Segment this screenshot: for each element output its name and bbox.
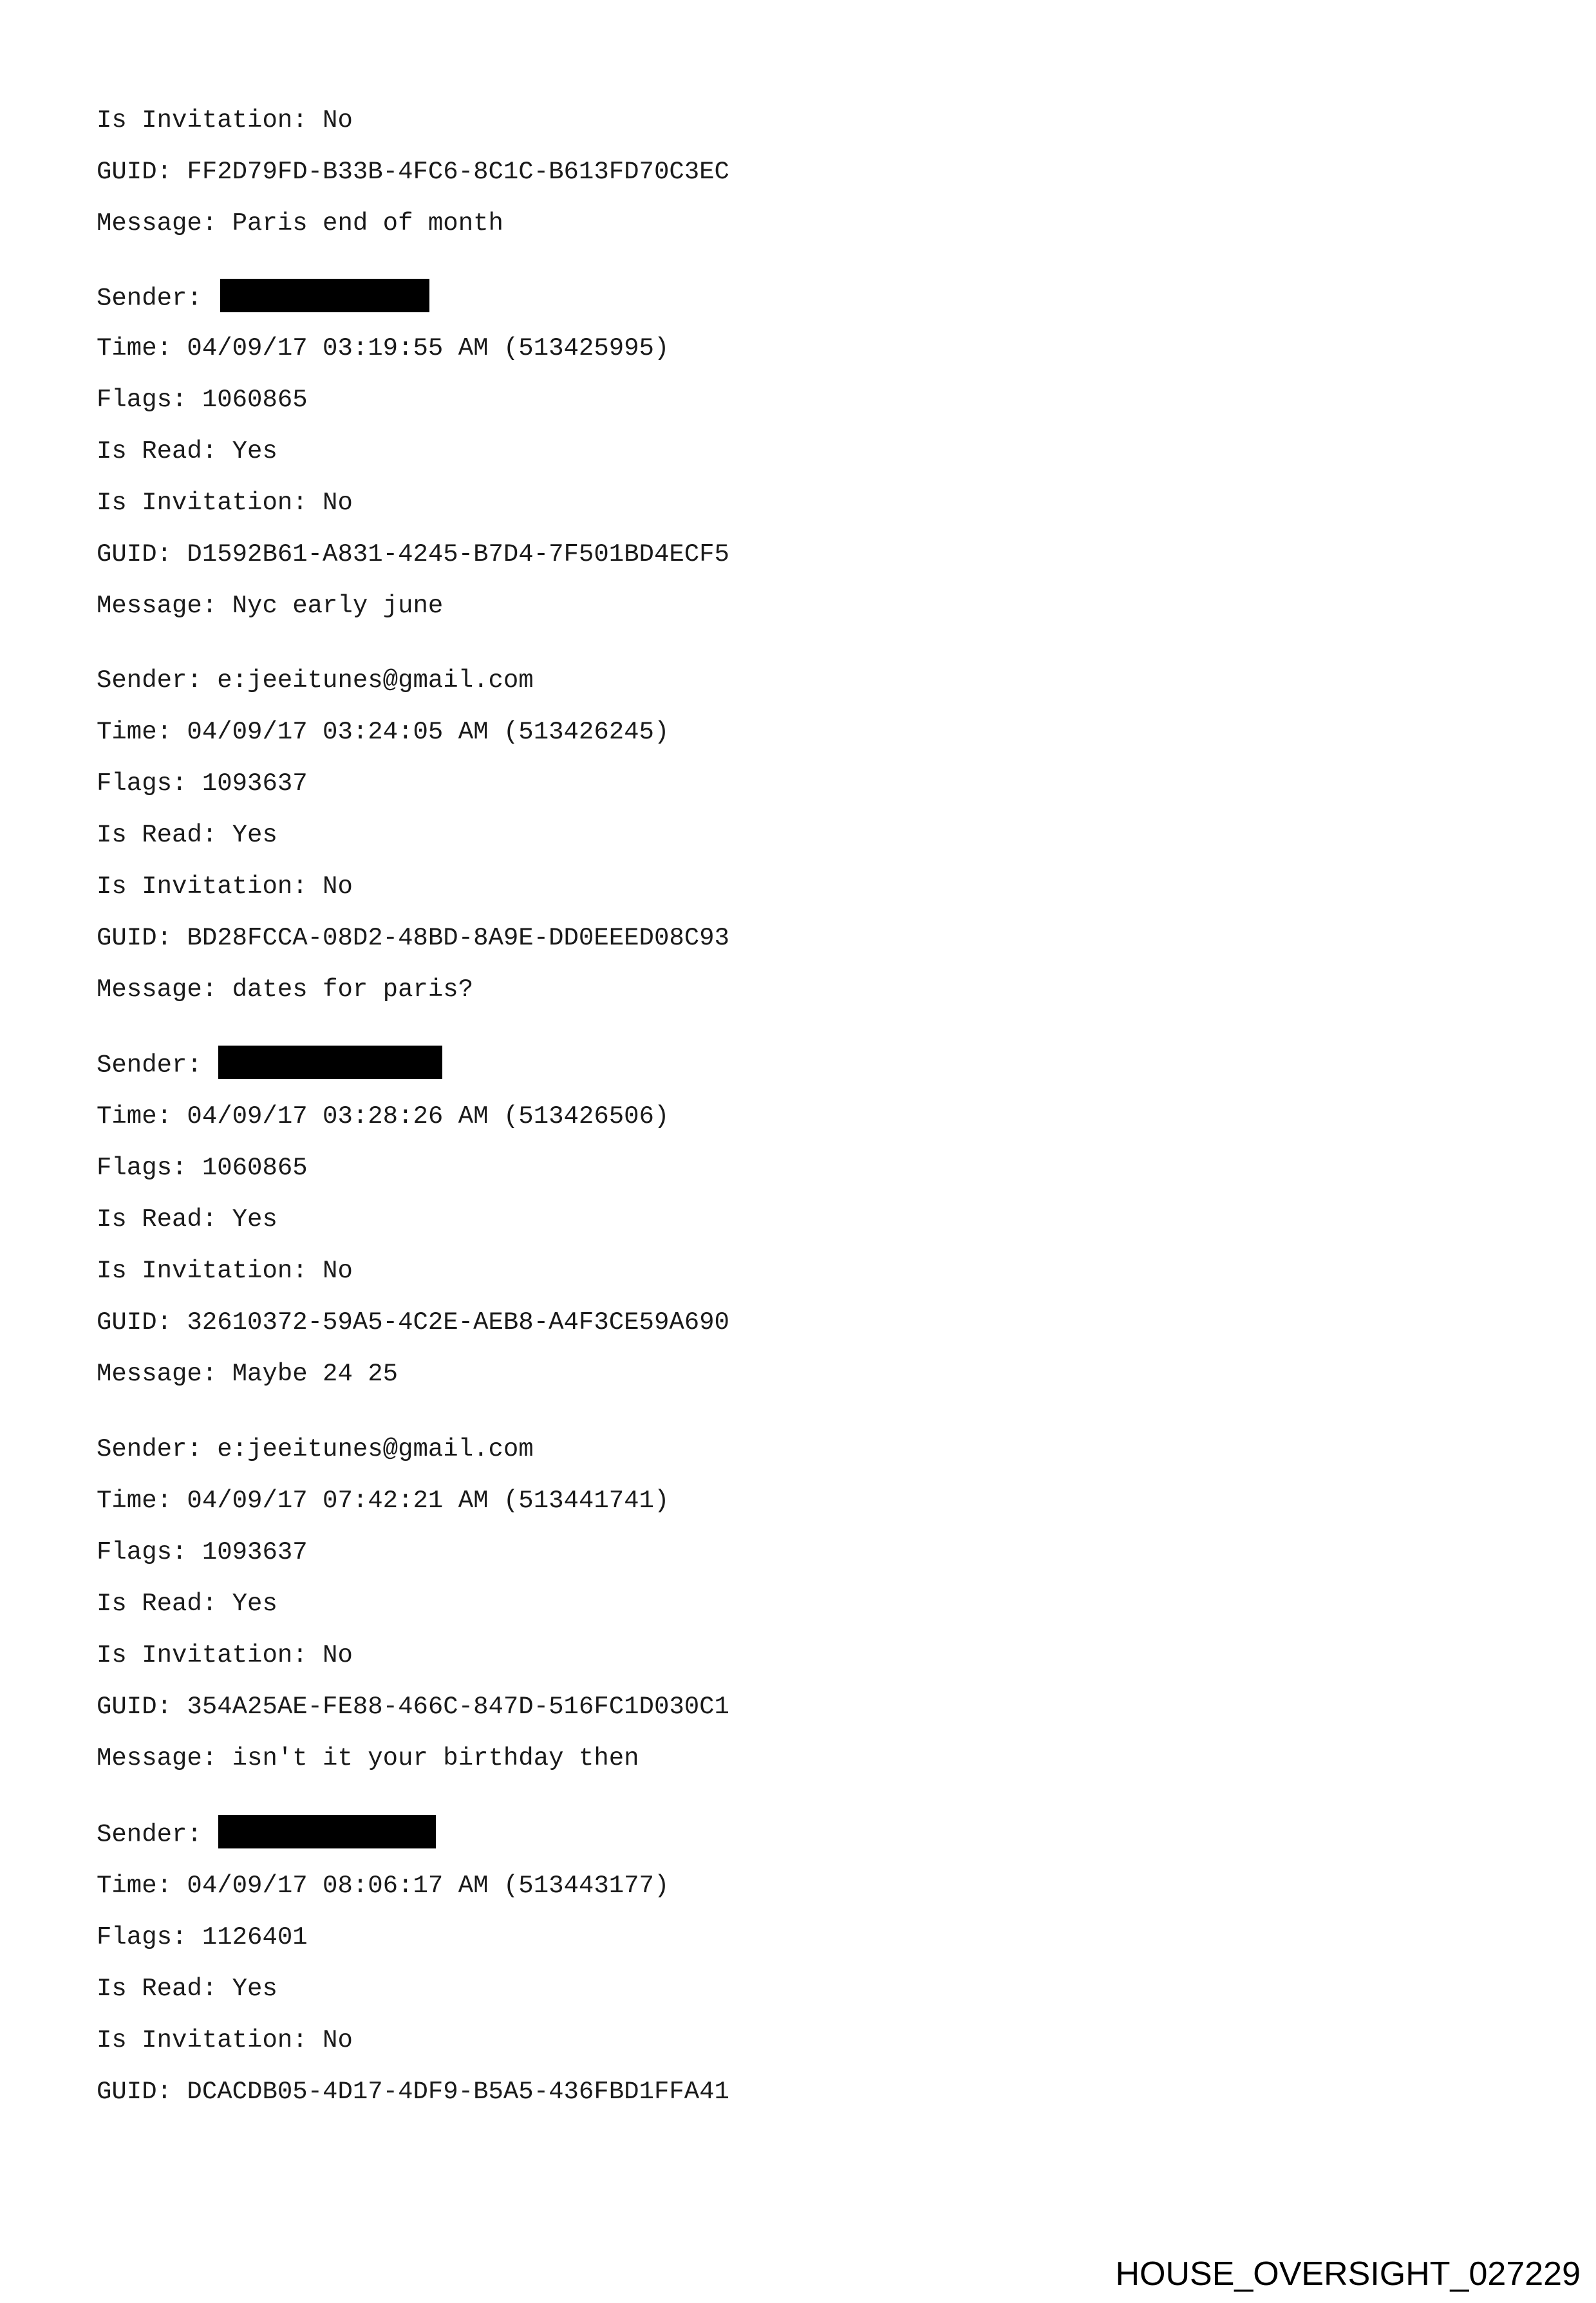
guid-line: GUID: BD28FCCA-08D2-48BD-8A9E-DD0EEED08C93 <box>97 924 729 952</box>
flags-line: Flags: 1060865 <box>97 386 308 414</box>
invitation-line: Is Invitation: No <box>97 872 353 901</box>
invitation-line: Is Invitation: No <box>97 2026 353 2054</box>
flags-line: Flags: 1093637 <box>97 1538 308 1566</box>
sender-line: Sender: e:jeeitunes@gmail.com <box>97 666 534 695</box>
message-line: Message: isn't it your birthday then <box>97 1744 639 1772</box>
flags-line: Flags: 1126401 <box>97 1923 308 1951</box>
redaction-box <box>218 1815 436 1848</box>
redaction-box <box>220 279 429 312</box>
guid-line: GUID: 32610372-59A5-4C2E-AEB8-A4F3CE59A690 <box>97 1308 729 1337</box>
sender-label: Sender: <box>97 1051 218 1080</box>
flags-line: Flags: 1060865 <box>97 1154 308 1182</box>
sender-line <box>97 1818 436 1848</box>
sender-line: Sender: e:jeeitunes@gmail.com <box>97 1435 534 1463</box>
flags-line: Flags: 1093637 <box>97 769 308 798</box>
sender-label: Sender: <box>97 1820 218 1849</box>
time-line: Time: 04/09/17 03:28:26 AM (513426506) <box>97 1102 670 1131</box>
time-line: Time: 04/09/17 08:06:17 AM (513443177) <box>97 1872 670 1900</box>
invitation-line: Is Invitation: No <box>97 1641 353 1669</box>
message-line: Message: dates for paris? <box>97 975 474 1004</box>
bates-number: HOUSE_OVERSIGHT_027229 <box>1115 2255 1581 2293</box>
read-line: Is Read: Yes <box>97 1975 277 2003</box>
invitation-line: Is Invitation: No <box>97 106 353 135</box>
message-line: Message: Maybe 24 25 <box>97 1360 399 1388</box>
sender-label: Sender: <box>97 284 218 313</box>
message-line: Message: Paris end of month <box>97 209 503 238</box>
message-line: Message: Nyc early june <box>97 592 444 620</box>
read-line: Is Read: Yes <box>97 437 277 465</box>
guid-line: GUID: 354A25AE-FE88-466C-847D-516FC1D030C1 <box>97 1693 729 1721</box>
invitation-line: Is Invitation: No <box>97 489 353 517</box>
read-line: Is Read: Yes <box>97 821 277 849</box>
time-line: Time: 04/09/17 03:24:05 AM (513426245) <box>97 718 670 746</box>
sender-line <box>97 1048 442 1079</box>
guid-line: GUID: DCACDB05-4D17-4DF9-B5A5-436FBD1FFA41 <box>97 2078 729 2106</box>
time-line: Time: 04/09/17 07:42:21 AM (513441741) <box>97 1487 670 1515</box>
redaction-box <box>218 1046 442 1079</box>
guid-line: GUID: FF2D79FD-B33B-4FC6-8C1C-B613FD70C3EC <box>97 158 729 186</box>
sender-line <box>97 281 429 312</box>
invitation-line: Is Invitation: No <box>97 1257 353 1285</box>
time-line: Time: 04/09/17 03:19:55 AM (513425995) <box>97 334 670 362</box>
read-line: Is Read: Yes <box>97 1205 277 1234</box>
read-line: Is Read: Yes <box>97 1590 277 1618</box>
guid-line: GUID: D1592B61-A831-4245-B7D4-7F501BD4ECF5 <box>97 540 729 569</box>
